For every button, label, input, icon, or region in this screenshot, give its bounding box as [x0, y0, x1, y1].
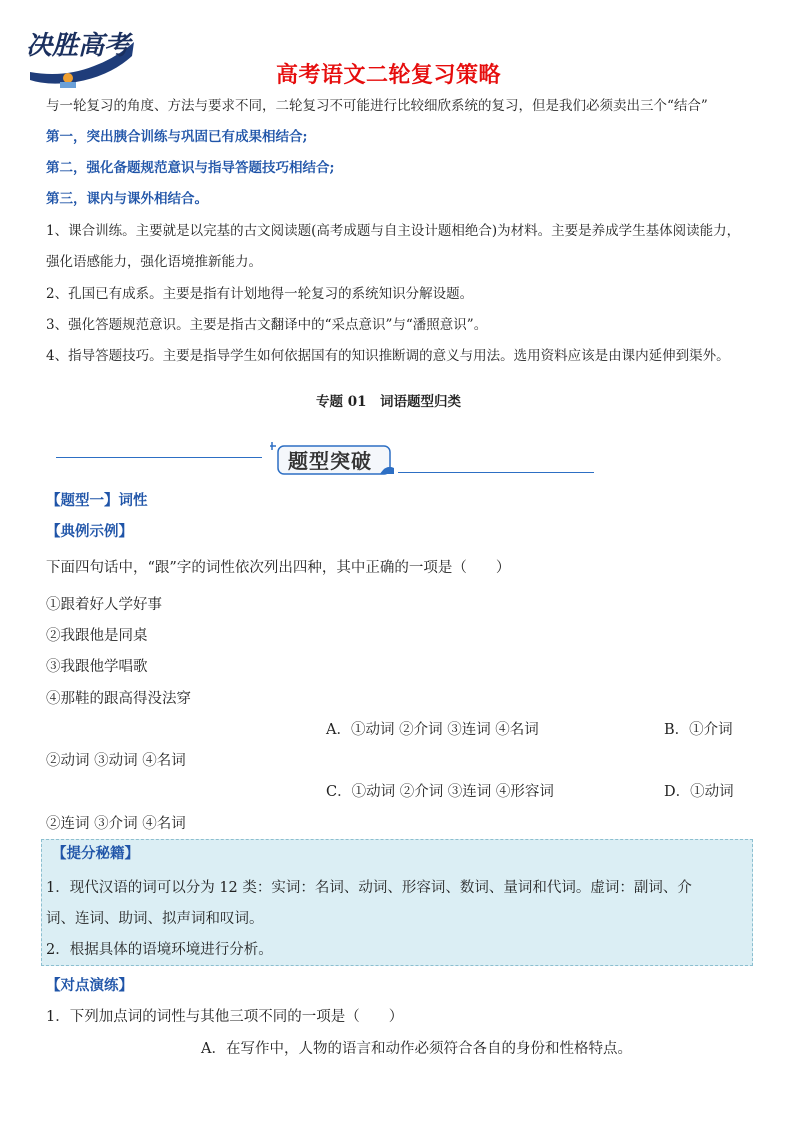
tips-line-2: 词、连词、助词、拟声词和叹词。 [46, 911, 264, 927]
intro-item-3: 3、强化答题规范意识。主要是指古文翻译中的“采点意识”与“潘照意识”。 [46, 317, 488, 333]
intro-item-1-line2: 强化语感能力，强化语境推新能力。 [46, 254, 262, 270]
practice-question: 1．下列加点词的词性与其他三项不同的一项是（ ） [46, 1009, 404, 1025]
option-b-cont: ②动词 ③动词 ④名词 [46, 753, 186, 769]
practice-heading: 【对点演练】 [46, 977, 133, 994]
sentence-1: ①跟着好人学好事 [46, 597, 162, 613]
intro-point-2: 第二，强化备题规范意识与指导答题技巧相结合; [46, 160, 335, 176]
banner-line-right [398, 472, 594, 473]
logo [24, 20, 138, 94]
option-d-start: D．①动词 [664, 784, 734, 800]
logo-figure-icon [63, 73, 73, 83]
option-d-cont: ②连词 ③介词 ④名词 [46, 816, 186, 832]
sentence-3: ③我跟他学唱歌 [46, 659, 148, 675]
option-a: A．①动词 ②介词 ③连词 ④名词 [326, 722, 539, 738]
option-c: C．①动词 ②介词 ③连词 ④形容词 [326, 784, 554, 800]
topic-heading: 专题 01 词语题型归类 [316, 394, 461, 410]
intro-item-1-line1: 1、课合训练。主要就是以完基的古文阅读题(高考成题与自主设计题相绝合)为材料。主要是养成学生基体阅读能力， [46, 223, 741, 239]
example-heading: 【典例示例】 [46, 523, 133, 540]
tips-heading: 【提分秘籍】 [52, 845, 139, 862]
sentence-4: ④那鞋的跟高得没法穿 [46, 691, 191, 707]
intro-point-3: 第三，课内与课外相结合。 [46, 191, 208, 207]
logo-text: 决胜高考 [26, 31, 131, 61]
sentence-2: ②我跟他是同桌 [46, 628, 148, 644]
intro-point-1: 第一，突出胰合训练与巩固已有成果相结合; [46, 129, 308, 145]
practice-option-a: A．在写作中，人物的语言和动作必须符合各自的身份和性格特点。 [201, 1041, 632, 1057]
tips-line-1: 1．现代汉语的词可以分为 12 类：实词：名词、动词、形容词、数词、量词和代词。虚词：副词、介 [46, 880, 692, 896]
intro-item-2: 2、孔国已有成系。主要是指有计划地得一轮复习的系统知识分解设题。 [46, 286, 474, 302]
intro-item-4: 4、指导答题技巧。主要是指导学生如何依据国有的知识推断调的意义与用法。选用资料应该是由课内延伸到渠外。 [46, 348, 730, 364]
intro-paragraph: 与一轮复习的角度、方法与要求不同，二轮复习不可能进行比较细欣系统的复习，但是我们必须卖出三个“结合” [46, 98, 708, 114]
banner-label: 题型突破 [288, 449, 372, 473]
type1-heading: 【题型一】词性 [46, 492, 148, 509]
logo-book-icon [60, 82, 76, 88]
banner-line-left [56, 457, 262, 458]
tips-line-3: 2．根据具体的语境环境进行分析。 [46, 942, 273, 958]
sparkle-icon [270, 442, 276, 450]
option-b-start: B．①介词 [664, 722, 733, 738]
document-title: 高考语文二轮复习策略 [276, 63, 502, 88]
example-question: 下面四句话中，“跟”字的词性依次列出四种，其中正确的一项是（ ） [46, 560, 511, 576]
